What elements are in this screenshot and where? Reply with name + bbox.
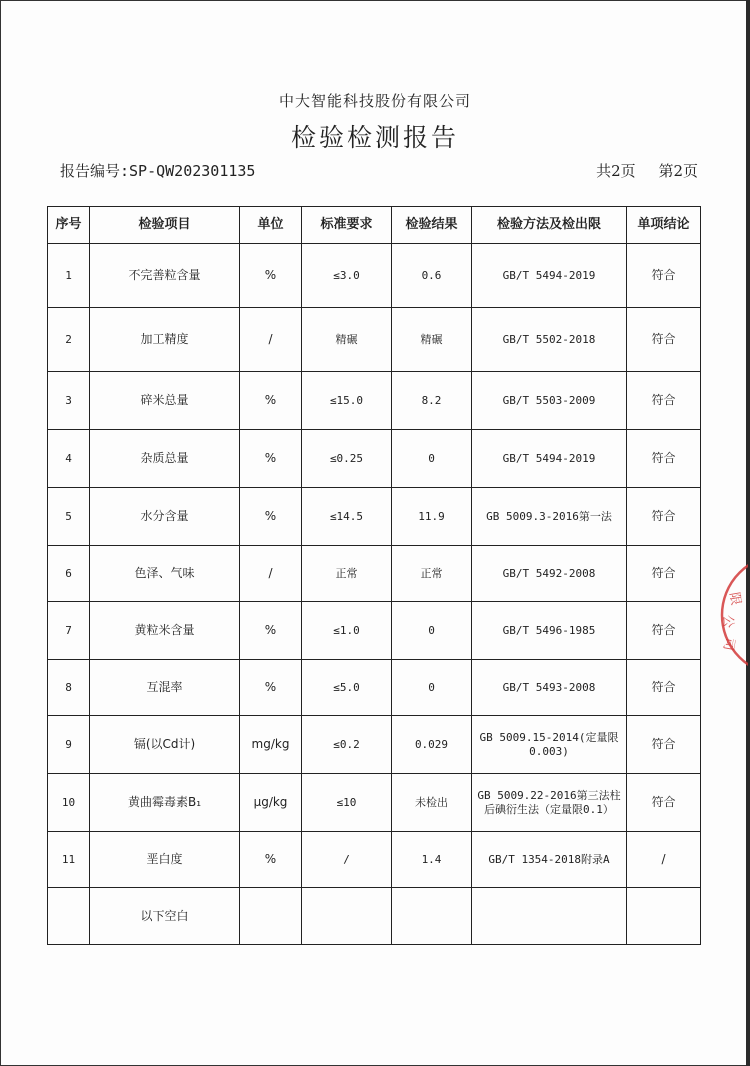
table-row: [48, 308, 701, 372]
row-unit: %: [240, 660, 302, 716]
row-no: 8: [48, 660, 90, 716]
row-unit: %: [240, 372, 302, 430]
row-unit: %: [240, 430, 302, 488]
col-header-no: 序号: [48, 207, 90, 244]
row-unit: %: [240, 832, 302, 888]
col-header-conclusion: 单项结论: [627, 207, 701, 244]
empty-cell: [472, 888, 627, 945]
table-row: [48, 244, 701, 308]
row-unit: %: [240, 244, 302, 308]
current-page: 第2页: [658, 162, 698, 180]
row-result: 0: [392, 660, 472, 716]
row-conclusion: /: [627, 832, 701, 888]
row-item: 色泽、气味: [90, 546, 240, 602]
row-conclusion: 符合: [627, 660, 701, 716]
row-no: 2: [48, 308, 90, 372]
row-method: GB/T 5496-1985: [472, 602, 627, 660]
row-conclusion: 符合: [627, 716, 701, 774]
row-method: GB/T 5492-2008: [472, 546, 627, 602]
svg-text:限: 限: [726, 591, 744, 607]
col-header-requirement: 标准要求: [302, 207, 392, 244]
empty-cell: [240, 888, 302, 945]
row-result: 0.029: [392, 716, 472, 774]
row-conclusion: 符合: [627, 602, 701, 660]
company-seal: [702, 555, 748, 675]
row-requirement: ≤15.0: [302, 372, 392, 430]
row-no: 4: [48, 430, 90, 488]
table-row: [48, 372, 701, 430]
row-unit: %: [240, 488, 302, 546]
row-item: 碎米总量: [90, 372, 240, 430]
report-title: 检验检测报告: [290, 123, 459, 152]
row-unit: /: [240, 308, 302, 372]
row-no: 1: [48, 244, 90, 308]
row-method: GB 5009.15-2014(定量限0.003): [472, 716, 627, 774]
row-item: 垩白度: [90, 832, 240, 888]
col-header-result: 检验结果: [392, 207, 472, 244]
svg-text:司: 司: [719, 636, 737, 652]
row-no: 11: [48, 832, 90, 888]
row-method: GB/T 5494-2019: [472, 430, 627, 488]
table-row: [48, 832, 701, 888]
empty-cell: [302, 888, 392, 945]
table-row: [48, 602, 701, 660]
row-method: GB/T 5493-2008: [472, 660, 627, 716]
empty-cell: [627, 888, 701, 945]
row-no: 10: [48, 774, 90, 832]
row-method: GB 5009.22-2016第三法柱后碘衍生法（定量限0.1）: [472, 774, 627, 832]
row-unit: %: [240, 602, 302, 660]
row-method: GB/T 5494-2019: [472, 244, 627, 308]
row-result: 8.2: [392, 372, 472, 430]
total-pages: 共2页: [596, 162, 636, 180]
row-requirement: 精碾: [302, 308, 392, 372]
col-header-method: 检验方法及检出限: [472, 207, 627, 244]
row-no: 6: [48, 546, 90, 602]
row-item: 水分含量: [90, 488, 240, 546]
row-no: 3: [48, 372, 90, 430]
empty-cell: [48, 888, 90, 945]
table-header-row: [48, 207, 701, 244]
row-conclusion: 符合: [627, 546, 701, 602]
row-requirement: ≤14.5: [302, 488, 392, 546]
row-unit: μg/kg: [240, 774, 302, 832]
row-requirement: ≤0.2: [302, 716, 392, 774]
row-item: 黄曲霉毒素B₁: [90, 774, 240, 832]
row-requirement: ≤3.0: [302, 244, 392, 308]
row-result: 正常: [392, 546, 472, 602]
row-unit: /: [240, 546, 302, 602]
svg-text:公: 公: [720, 615, 735, 629]
row-conclusion: 符合: [627, 372, 701, 430]
row-method: GB/T 5503-2009: [472, 372, 627, 430]
row-requirement: 正常: [302, 546, 392, 602]
row-item: 互混率: [90, 660, 240, 716]
col-header-unit: 单位: [240, 207, 302, 244]
table-row: [48, 430, 701, 488]
row-requirement: ≤1.0: [302, 602, 392, 660]
row-conclusion: 符合: [627, 488, 701, 546]
row-item: 不完善粒含量: [90, 244, 240, 308]
table-row: [48, 660, 701, 716]
row-requirement: ≤0.25: [302, 430, 392, 488]
row-no: 7: [48, 602, 90, 660]
col-header-item: 检验项目: [90, 207, 240, 244]
row-requirement: ≤10: [302, 774, 392, 832]
empty-cell: [392, 888, 472, 945]
row-result: 未检出: [392, 774, 472, 832]
row-result: 1.4: [392, 832, 472, 888]
row-unit: mg/kg: [240, 716, 302, 774]
row-item: 黄粒米含量: [90, 602, 240, 660]
blank-below-note: 以下空白: [90, 888, 240, 945]
table-footer-row: [48, 888, 701, 945]
row-conclusion: 符合: [627, 244, 701, 308]
row-item: 加工精度: [90, 308, 240, 372]
table-row: [48, 546, 701, 602]
row-item: 杂质总量: [90, 430, 240, 488]
row-requirement: /: [302, 832, 392, 888]
row-item: 镉(以Cd计): [90, 716, 240, 774]
company-name: 中大智能科技股份有限公司: [278, 92, 471, 110]
row-result: 0.6: [392, 244, 472, 308]
page-edge-shadow: [746, 0, 750, 1066]
row-conclusion: 符合: [627, 308, 701, 372]
row-result: 0: [392, 602, 472, 660]
row-result: 0: [392, 430, 472, 488]
row-conclusion: 符合: [627, 774, 701, 832]
table-row: [48, 774, 701, 832]
row-result: 11.9: [392, 488, 472, 546]
row-method: GB/T 1354-2018附录A: [472, 832, 627, 888]
row-method: GB 5009.3-2016第一法: [472, 488, 627, 546]
table-row: [48, 488, 701, 546]
row-no: 5: [48, 488, 90, 546]
row-requirement: ≤5.0: [302, 660, 392, 716]
row-conclusion: 符合: [627, 430, 701, 488]
row-result: 精碾: [392, 308, 472, 372]
table-row: [48, 716, 701, 774]
row-method: GB/T 5502-2018: [472, 308, 627, 372]
row-no: 9: [48, 716, 90, 774]
page-info: [578, 160, 698, 181]
report-number: 报告编号:SP-QW202301135: [60, 162, 256, 180]
inspection-table: [47, 206, 701, 945]
